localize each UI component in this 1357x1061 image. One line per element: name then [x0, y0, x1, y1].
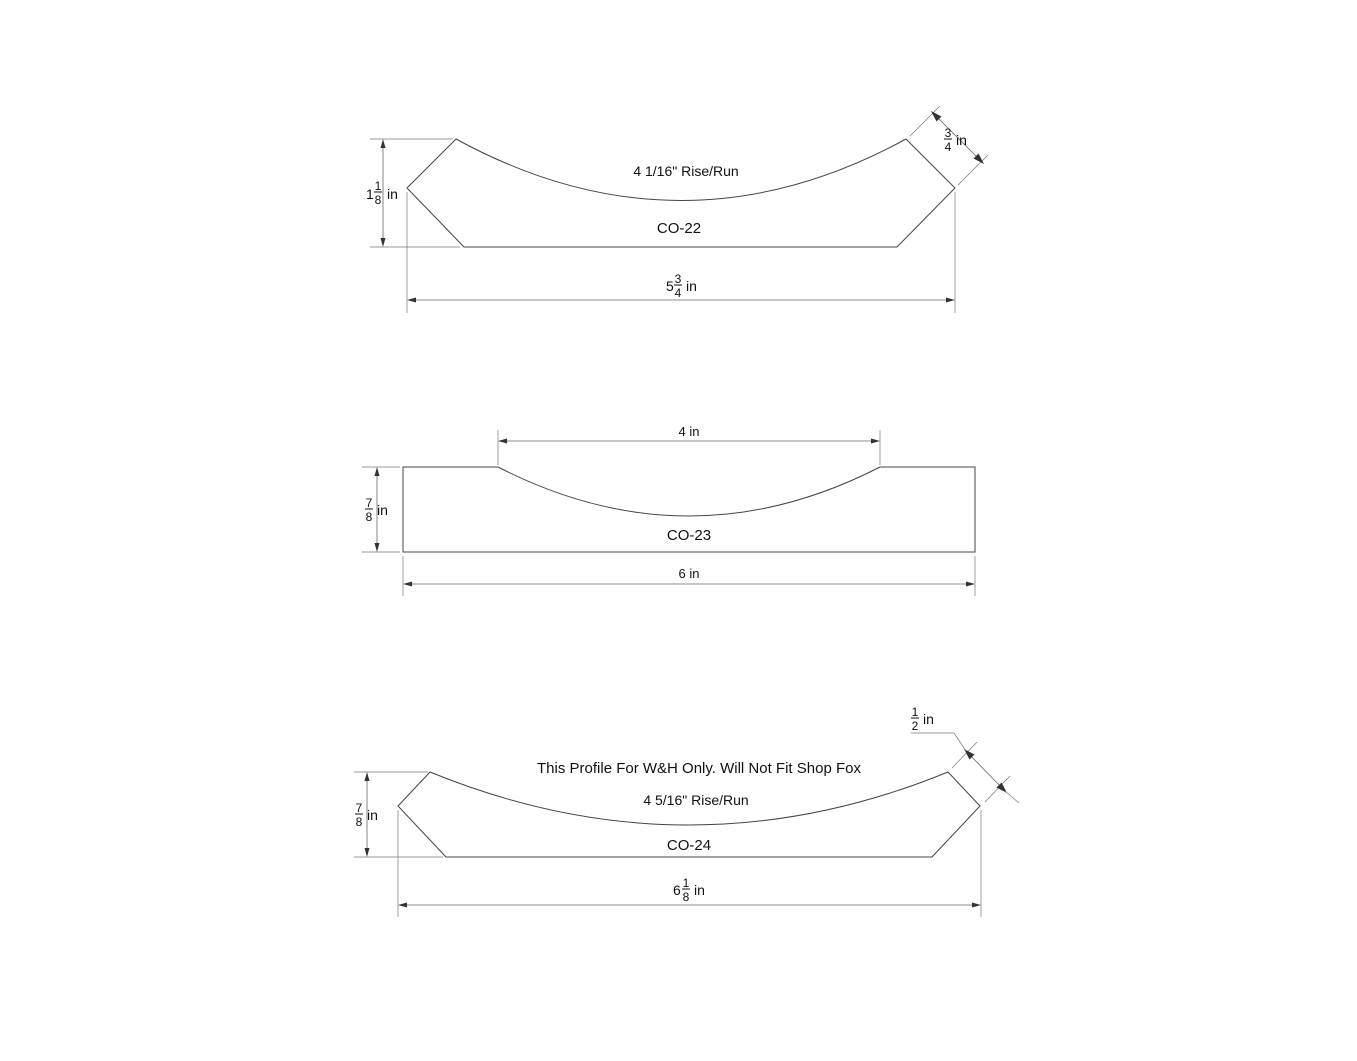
co22-height-unit: in	[387, 186, 398, 202]
co22-bevel-den: 4	[944, 140, 952, 154]
co24-bevel-unit: in	[923, 711, 934, 727]
co22-width-arrow-right	[946, 298, 955, 303]
co24-height-den: 8	[355, 815, 363, 829]
co23-width-arrow-left	[403, 582, 412, 587]
co22-height-arrow-bottom	[381, 238, 386, 247]
co22-width-whole: 5	[666, 278, 674, 294]
co24-bevel-label	[911, 705, 934, 733]
co23-height-unit: in	[377, 502, 388, 518]
co24-profile-name: CO-24	[666, 837, 712, 854]
co23-width-label: 6 in	[678, 566, 700, 581]
co23-height-num: 7	[365, 496, 373, 510]
co23-height-label	[365, 496, 388, 524]
co24-height-arrow-bottom	[365, 848, 370, 857]
co22-bevel-num: 3	[944, 126, 952, 140]
co24-height-arrow-top	[365, 772, 370, 781]
co24-rise-run-label: 4 5/16" Rise/Run	[643, 792, 749, 808]
co24-height-num: 7	[355, 801, 363, 815]
co23-width-arrow-right	[966, 582, 975, 587]
co22-height-den: 8	[374, 193, 382, 207]
co24-width-unit: in	[694, 882, 705, 898]
co23-cove-arrow-left	[498, 439, 507, 444]
co22-width-arrow-left	[407, 298, 416, 303]
co24-width-arrow-left	[398, 903, 407, 908]
profile-co24	[354, 705, 1019, 917]
co22-bevel-label	[944, 126, 967, 154]
co22-width-num: 3	[674, 272, 682, 286]
co24-width-den: 8	[682, 890, 690, 904]
co22-profile-name: CO-22	[656, 220, 702, 237]
co23-cove-arrow-right	[871, 439, 880, 444]
co23-height-den: 8	[365, 510, 373, 524]
co24-note: This Profile For W&H Only. Will Not Fit Shop Fox	[537, 760, 861, 777]
co23-height-arrow-bottom	[375, 543, 380, 552]
co24-height-unit: in	[367, 807, 378, 823]
profile-co22	[366, 106, 988, 313]
co22-width-label	[666, 272, 697, 300]
co24-bevel-leader-diag	[954, 733, 966, 751]
co23-cove-width-label: 4 in	[678, 424, 700, 439]
co22-bevel-unit: in	[956, 132, 967, 148]
co24-width-arrow-right	[972, 903, 981, 908]
co24-height-label	[355, 801, 378, 829]
co24-width-num: 1	[682, 876, 690, 890]
co22-width-unit: in	[686, 278, 697, 294]
co24-bevel-num: 1	[911, 705, 919, 719]
co22-width-den: 4	[674, 286, 682, 300]
co22-rise-run-label: 4 1/16" Rise/Run	[633, 163, 739, 179]
co24-width-whole: 6	[673, 882, 681, 898]
co23-height-arrow-top	[375, 467, 380, 476]
co24-bevel-ext-tail	[1005, 791, 1019, 803]
co22-height-label	[366, 179, 398, 207]
profile-co23	[362, 424, 975, 596]
co22-height-arrow-top	[381, 139, 386, 148]
co22-height-whole: 1	[366, 186, 374, 202]
co24-bevel-den: 2	[911, 719, 919, 733]
co22-bevel-ext-bottom	[958, 155, 988, 185]
co22-bevel-ext-top	[910, 106, 940, 136]
co24-bevel-ext-bottom	[985, 776, 1010, 802]
co22-height-num: 1	[374, 179, 382, 193]
co24-width-label	[673, 876, 705, 904]
co23-profile-name: CO-23	[666, 527, 712, 544]
